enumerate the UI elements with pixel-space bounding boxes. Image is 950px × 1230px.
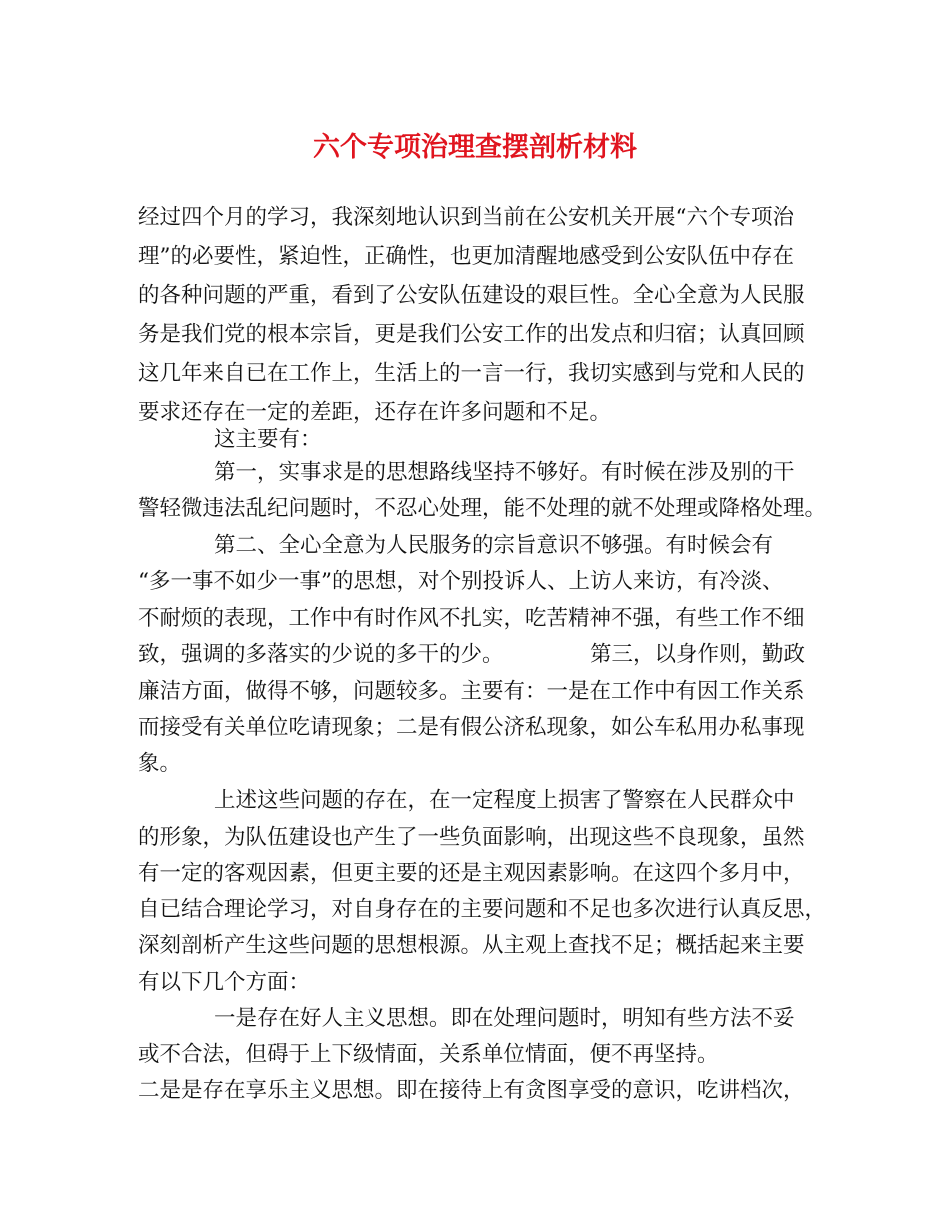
text-line: 务是我们党的根本宗旨，更是我们公安工作的出发点和归宿；认真回顾 — [138, 322, 805, 347]
text-line: 第二、全心全意为人民服务的宗旨意识不够强。有时候会有 — [214, 533, 774, 558]
text-line: 而接受有关单位吃请现象；二是有假公济私现象，如公车私用办私事现 — [138, 715, 805, 740]
text-line: 有一定的客观因素，但更主要的还是主观因素影响。在这四个多月中， — [138, 861, 805, 886]
document-title: 六个专项治理查摆剖析材料 — [313, 132, 637, 163]
text-line: 二是是存在享乐主义思想。即在接待上有贪图享受的意识，吃讲档次， — [138, 1078, 805, 1103]
text-line: 有以下几个方面： — [138, 970, 311, 995]
text-line: 廉洁方面，做得不够，问题较多。主要有：一是在工作中有因工作关系 — [138, 679, 805, 704]
text-line: 上述这些问题的存在，在一定程度上损害了警察在人民群众中 — [214, 788, 795, 813]
text-line: 警轻微违法乱纪问题时，不忍心处理，能不处理的就不处理或降格处理。 — [138, 496, 827, 521]
text-line: 或不合法，但碍于上下级情面，关系单位情面，便不再坚持。 — [138, 1042, 719, 1067]
text-line: 自已结合理论学习，对自身存在的主要问题和不足也多次进行认真反思， — [138, 897, 827, 922]
text-line: 这几年来自已在工作上，生活上的一言一行，我切实感到与党和人民的 — [138, 361, 805, 386]
text-line: 的各种问题的严重，看到了公安队伍建设的艰巨性。全心全意为人民服 — [138, 283, 805, 308]
text-line: 不耐烦的表现，工作中有时作风不扎实，吃苦精神不强，有些工作不细 — [138, 606, 805, 631]
text-line: 第一，实事求是的思想路线坚持不够好。有时候在涉及别的干 — [214, 460, 795, 485]
text-line: 深刻剖析产生这些问题的思想根源。从主观上查找不足；概括起来主要 — [138, 933, 805, 958]
text-line: 经过四个月的学习，我深刻地认识到当前在公安机关开展“六个专项治 — [138, 205, 794, 230]
text-line: 理”的必要性，紧迫性，正确性，也更加清醒地感受到公安队伍中存在 — [138, 244, 794, 269]
text-line: 第三，以身作则，勤政 — [590, 642, 806, 667]
text-line: 象。 — [138, 751, 182, 776]
text-line: 一是存在好人主义思想。即在处理问题时，明知有些方法不妥 — [214, 1006, 795, 1031]
text-line: “多一事不如少一事”的思想，对个别投诉人、上访人来访，有冷淡、 — [138, 569, 784, 594]
text-line: 致，强调的多落实的少说的多干的少。 — [138, 642, 504, 667]
text-line: 要求还存在一定的差距，还存在许多问题和不足。 — [138, 400, 612, 425]
text-line: 的形象，为队伍建设也产生了一些负面影响，出现这些不良现象，虽然 — [138, 825, 805, 850]
text-line: 这主要有： — [214, 427, 322, 452]
